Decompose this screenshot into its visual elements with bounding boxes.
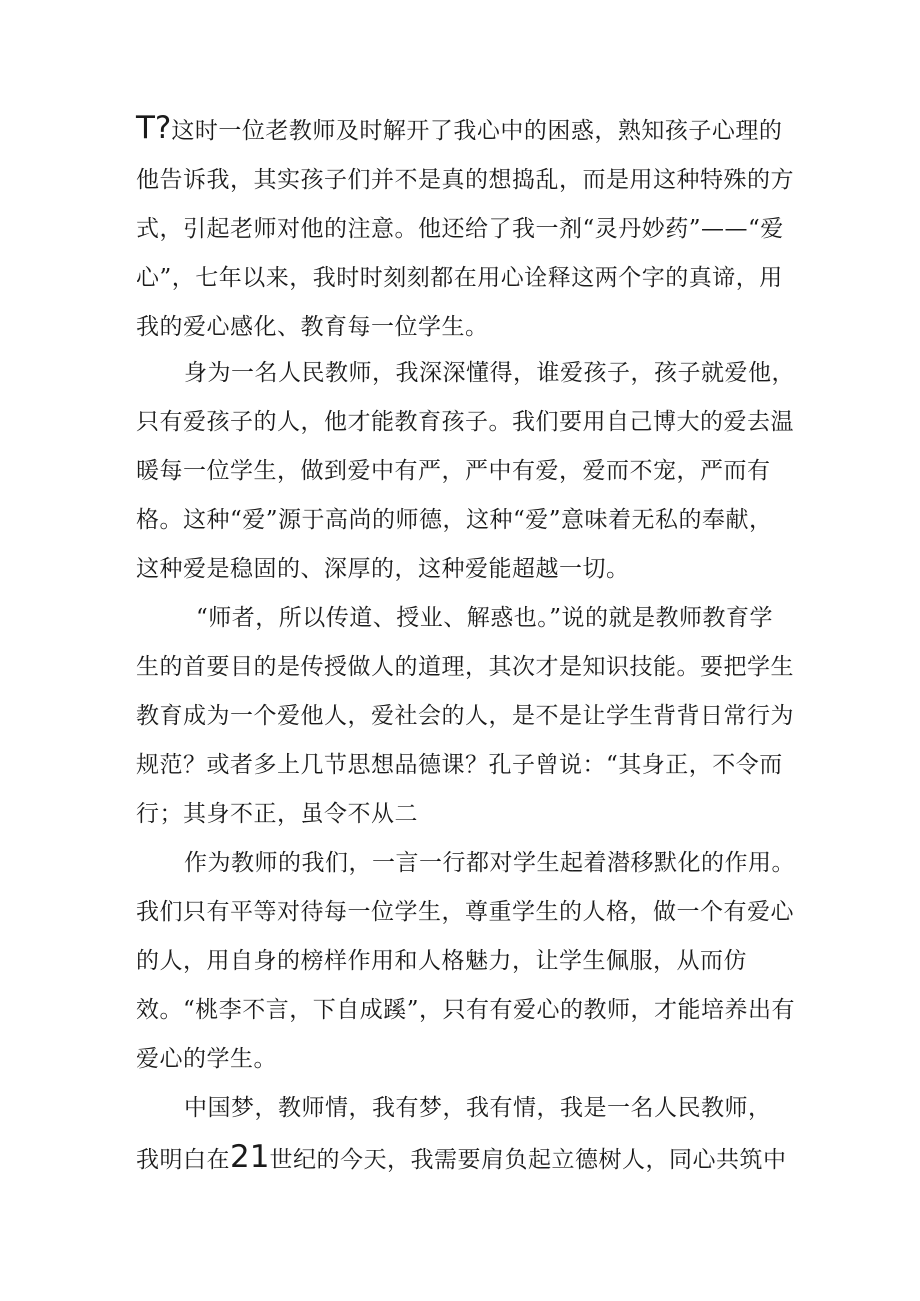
paragraph-2: 身为一名人民教师，我深深懂得，谁爱孩子，孩子就爱他， 只有爱孩子的人，他才能教育孩子。我们要用自己博大的爱去温暖每一位学生，做到爱中有严，严中有爱，爱而不宠，严而有格。这种“爱”源于高尚的师德，这种“爱”意味着无私的奉献，这种爱是稳固的、深厚的，这种爱能超越一切。	[136, 360, 795, 582]
paragraph-5-text-after-number: 世纪的今天，我需要肩负起立德树人，同心共筑中	[269, 1147, 787, 1173]
paragraph-5-text-before-number: 我明白在	[136, 1147, 230, 1173]
paragraph-5-continued	[136, 1133, 796, 1185]
paragraph-1-lead: T?	[136, 110, 172, 146]
paragraph-1-text: 这时一位老教师及时解开了我心中的困惑，熟知孩子心理的他告诉我，其实孩子们并不是真的想捣乱，而是用这种特殊的方式，引起老师对他的注意。他还给了我一剂“灵丹妙药”——“爱心”，七年以来，我时时刻刻都在用心诠释这两个字的真谛，用我的爱心感化、教育每一位学生。	[136, 118, 794, 340]
paragraph-3: “师者，所以传道、授业、解惑也。”说的就是教师教育学生的首要目的是传授做人的道理，其次才是知识技能。要把学生教育成为一个爱他人，爱社会的人，是不是让学生背背日常行为规范？或者多上几节思想品德课？孔子曾说：“其身正，不令而行；其身不正，虽令不从二	[136, 605, 794, 827]
paragraph-1	[136, 104, 796, 352]
paragraph-5	[136, 1084, 796, 1133]
paragraph-5-line-1: 中国梦，教师情，我有梦，我有情，我是一名人民教师，	[184, 1095, 772, 1121]
paragraph-4: 作为教师的我们，一言一行都对学生起着潜移默化的作用。我们只有平等对待每一位学生，尊重学生的人格，做一个有爱心的人，用自身的榜样作用和人格魅力，让学生佩服，从而仿效。“桃李不言，下自成蹊”，只有有爱心的教师，才能培养出有爱心的学生。	[136, 850, 796, 1072]
century-number: 21	[230, 1139, 270, 1175]
